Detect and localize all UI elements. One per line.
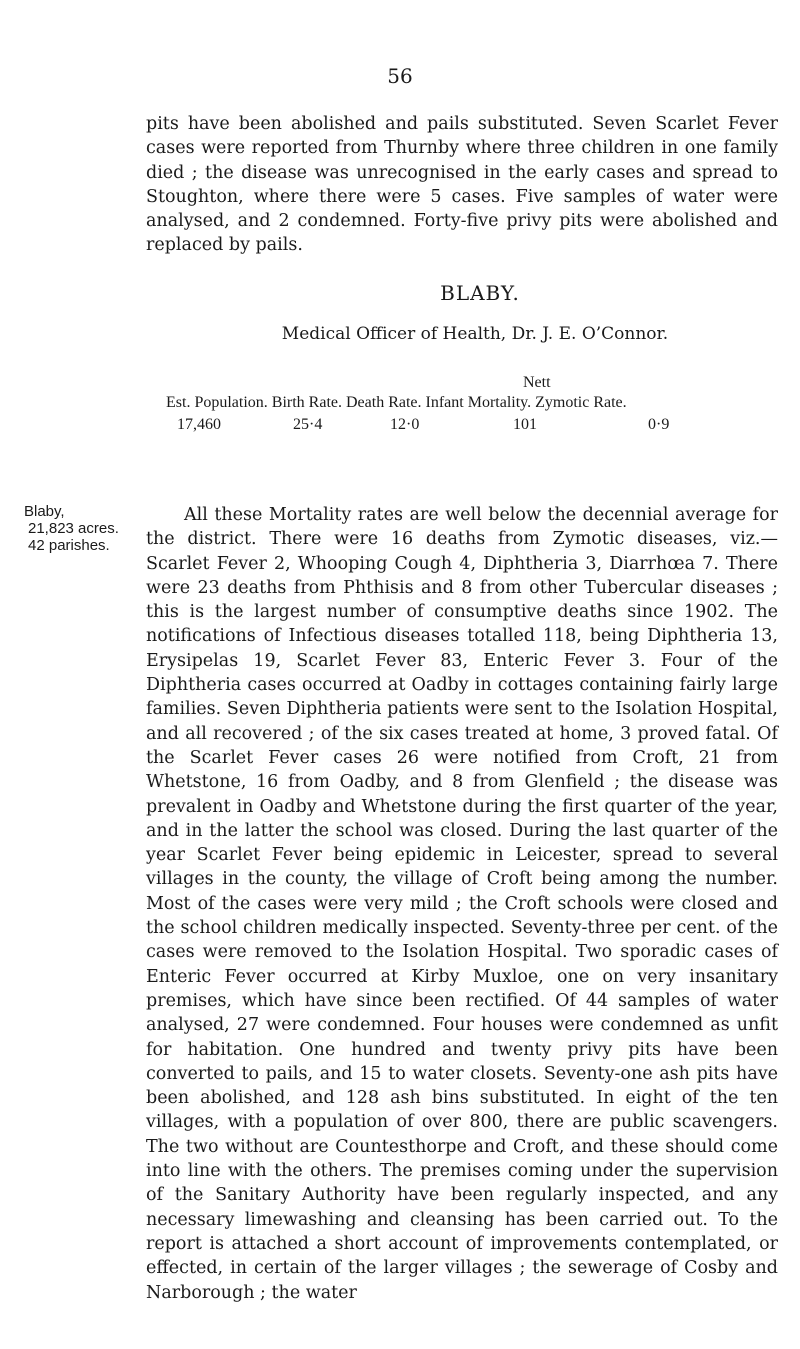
page-number: 56 [387,64,413,88]
stats-nett-label: Nett [523,374,551,391]
stats-column-headers: Est. Population. Birth Rate. Death Rate. Infant Mortality. Zymotic Rate. [166,394,627,411]
intro-paragraph: pits have been abolished and pails substituted. Seven Scarlet Fever cases were reported from Thurnby where three children in one family died ; the disease was unrecognised in the early cases and spread to Stoughton, where there were 5 cases. Five samples of water were analysed, and 2 condemned. Forty-five privy pits were abolished and replaced by pails. [146,114,778,256]
stat-birth-rate: 25·4 [293,416,323,433]
stat-population: 17,460 [177,416,221,433]
margin-note-parishes: 42 parishes. [28,537,110,554]
body-paragraph: All these Mortality rates are well below the decennial average for the district. There were 16 deaths from Zymotic diseases, viz.— Scarlet Fever 2, Whooping Cough 4, Diphtheria 3, Diarrhœa 7. There were 23 deaths from Phthisis and 8 from other Tubercular diseases ; this is the largest number of consumptive deaths since 1902. The notifications of Infectious diseases totalled 118, being Diphtheria 13, Erysipelas 19, Scarlet Fever 83, Enteric Fever 3. Four of the Diphtheria cases occurred at Oadby in cottages containing fairly large families. Seven Diphtheria patients were sent to the Isolation Hospital, and all recovered ; of the six cases treated at home, 3 proved fatal. Of the Scarlet Fever cases 26 were notified from Croft, 21 from Whetstone, 16 from Oadby, and 8 from Glenfield ; the disease was prevalent in Oadby and Whetstone during the first quarter of the year, and in the latter the school was closed. During the last quarter of the year Scarlet Fever being epidemic in Leicester, spread to several villages in the county, the village of Croft being among the number. Most of the cases were very mild ; the Croft schools were closed and the school children medically inspected. Seventy-three per cent. of the cases were removed to the Isolation Hospital. Two sporadic cases of Enteric Fever occurred at Kirby Muxloe, one on very insanitary premises, which have since been rectified. Of 44 samples of water analysed, 27 were condemned. Four houses were condemned as unfit for habitation. One hundred and twenty privy pits have been converted to pails, and 15 to water closets. Seventy-one ash pits have been abolished, and 128 ash bins substituted. In eight of the ten villages, with a population of over 800, there are public scavengers. The two without are Countesthorpe and Croft, and these should come into line with the others. The premises coming under the supervision of the Sanitary Authority have been regularly inspected, and any necessary limewashing and cleansing has been carried out. To the report is attached a short account of improvements contemplated, or effected, in certain of the larger villages ; the sewerage of Cosby and Narborough ; the water [146,505,778,1303]
stat-death-rate: 12·0 [390,416,420,433]
stat-infant-mortality: 101 [513,416,537,433]
medical-officer-line: Medical Officer of Health, Dr. J. E. O’Connor. [281,324,669,344]
margin-note-acres: 21,823 acres. [28,520,119,537]
stat-zymotic-rate: 0·9 [648,416,670,433]
stats-values-row [0,416,800,438]
margin-note-district: Blaby, [24,503,65,520]
margin-note [24,503,149,554]
stats-header [166,373,786,413]
section-title: BLABY. [440,281,520,305]
